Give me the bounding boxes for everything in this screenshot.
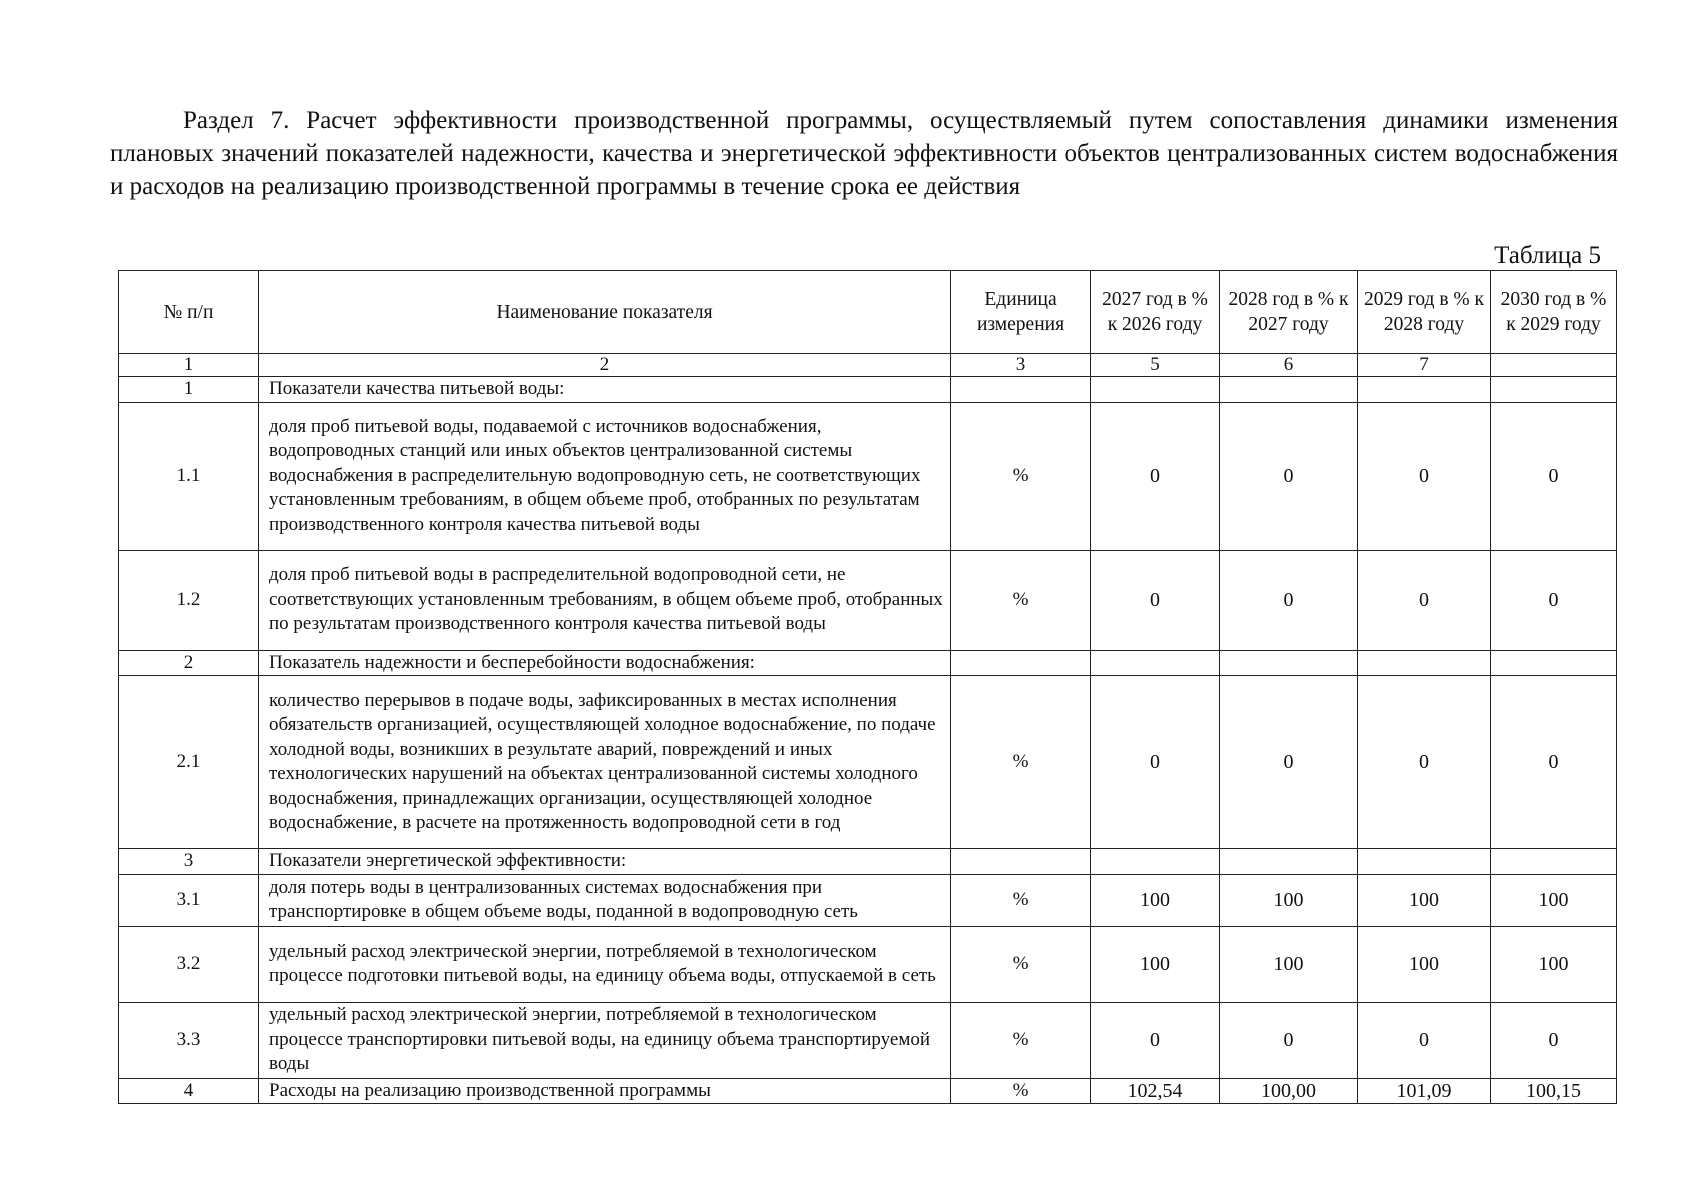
table-row [119,377,1617,403]
table-row [119,874,1617,926]
indicator-name: Показатель надежности и бесперебойности водоснабжения: [259,650,951,676]
row-number: 4 [119,1078,259,1104]
value-2029: 100 [1358,874,1491,926]
value-2030: 100 [1491,874,1617,926]
value-2030 [1491,377,1617,403]
table-row [119,676,1617,849]
unit [951,377,1091,403]
table-row [119,402,1617,550]
efficiency-table [118,270,1617,1104]
unit: % [951,874,1091,926]
value-2027: 0 [1091,402,1220,550]
header-2030: 2030 год в % к 2029 году [1491,271,1617,354]
indicator-name: Показатели качества питьевой воды: [259,377,951,403]
row-number: 3.2 [119,926,259,1002]
value-2030 [1491,650,1617,676]
table-row [119,550,1617,650]
value-2028 [1220,377,1358,403]
table-row [119,849,1617,875]
row-number: 3.3 [119,1002,259,1078]
table-row [119,1078,1617,1104]
header-row [119,271,1617,354]
value-2027 [1091,650,1220,676]
value-2029 [1358,650,1491,676]
unit: % [951,676,1091,849]
value-2028: 100 [1220,874,1358,926]
table-row [119,926,1617,1002]
row-number: 2.1 [119,676,259,849]
column-number [1491,354,1617,377]
value-2027 [1091,849,1220,875]
unit: % [951,550,1091,650]
value-2029: 101,09 [1358,1078,1491,1104]
value-2030: 0 [1491,1002,1617,1078]
value-2027: 100 [1091,874,1220,926]
unit: % [951,402,1091,550]
row-number: 2 [119,650,259,676]
indicator-name: доля проб питьевой воды, подаваемой с источников водоснабжения, водопроводных станций или иных объектов централизованной системы водоснабжения в распределительную водопроводную сеть, не соответствующих установленным требованиям, в общем объеме проб, отобранных по результатам производственного контроля качества питьевой воды [259,402,951,550]
section-title: Раздел 7. Расчет эффективности производственной программы, осуществляемый путем сопоставления динамики изменения плановых значений показателей надежности, качества и энергетической эффективности объектов централизованных систем водоснабжения и расходов на реализацию производственной программы в течение срока ее действия [110,107,1618,200]
table-caption: Таблица 5 [1494,242,1601,269]
column-number: 3 [951,354,1091,377]
row-number: 1.1 [119,402,259,550]
value-2027: 0 [1091,550,1220,650]
value-2029 [1358,377,1491,403]
indicator-name: Показатели энергетической эффективности: [259,849,951,875]
unit: % [951,1002,1091,1078]
value-2029: 0 [1358,676,1491,849]
row-number: 3 [119,849,259,875]
header-2029: 2029 год в % к 2028 году [1358,271,1491,354]
value-2030: 100 [1491,926,1617,1002]
header-2027: 2027 год в % к 2026 году [1091,271,1220,354]
value-2029 [1358,849,1491,875]
value-2030: 100,15 [1491,1078,1617,1104]
value-2030: 0 [1491,550,1617,650]
indicator-name: доля потерь воды в централизованных системах водоснабжения при транспортировке в общем объеме воды, поданной в водопроводную сеть [259,874,951,926]
header-name: Наименование показателя [259,271,951,354]
value-2029: 0 [1358,402,1491,550]
unit [951,849,1091,875]
value-2027: 102,54 [1091,1078,1220,1104]
value-2028: 100,00 [1220,1078,1358,1104]
value-2028: 100 [1220,926,1358,1002]
indicator-name: Расходы на реализацию производственной программы [259,1078,951,1104]
value-2027: 100 [1091,926,1220,1002]
value-2030: 0 [1491,676,1617,849]
unit [951,650,1091,676]
value-2028 [1220,849,1358,875]
unit: % [951,926,1091,1002]
row-number: 3.1 [119,874,259,926]
row-number: 1.2 [119,550,259,650]
value-2030: 0 [1491,402,1617,550]
value-2027: 0 [1091,1002,1220,1078]
value-2028: 0 [1220,402,1358,550]
table-row [119,650,1617,676]
column-number: 5 [1091,354,1220,377]
column-number: 2 [259,354,951,377]
column-number: 7 [1358,354,1491,377]
indicator-name: удельный расход электрической энергии, потребляемой в технологическом процессе транспортировки питьевой воды, на единицу объема транспортируемой воды [259,1002,951,1078]
indicator-name: количество перерывов в подаче воды, зафиксированных в местах исполнения обязательств организацией, осуществляющей холодное водоснабжение, по подаче холодной воды, возникших в результате аварий, повреждений и иных технологических нарушений на объектах централизованной системы холодного водоснабжения, принадлежащих организации, осуществляющей холодное водоснабжение, в расчете на протяженность водопроводной сети в год [259,676,951,849]
header-2028: 2028 год в % к 2027 году [1220,271,1358,354]
value-2029: 0 [1358,550,1491,650]
value-2030 [1491,849,1617,875]
value-2028 [1220,650,1358,676]
header-unit: Единица измерения [951,271,1091,354]
indicator-name: доля проб питьевой воды в распределительной водопроводной сети, не соответствующих установленным требованиям, в общем объеме проб, отобранных по результатам производственного контроля качества питьевой воды [259,550,951,650]
value-2029: 0 [1358,1002,1491,1078]
value-2028: 0 [1220,1002,1358,1078]
column-number-row [119,354,1617,377]
indicator-name: удельный расход электрической энергии, потребляемой в технологическом процессе подготовки питьевой воды, на единицу объема воды, отпускаемой в сеть [259,926,951,1002]
table-row [119,1002,1617,1078]
value-2028: 0 [1220,550,1358,650]
column-number: 6 [1220,354,1358,377]
row-number: 1 [119,377,259,403]
value-2027 [1091,377,1220,403]
value-2029: 100 [1358,926,1491,1002]
column-number: 1 [119,354,259,377]
unit: % [951,1078,1091,1104]
header-num: № п/п [119,271,259,354]
value-2028: 0 [1220,676,1358,849]
value-2027: 0 [1091,676,1220,849]
